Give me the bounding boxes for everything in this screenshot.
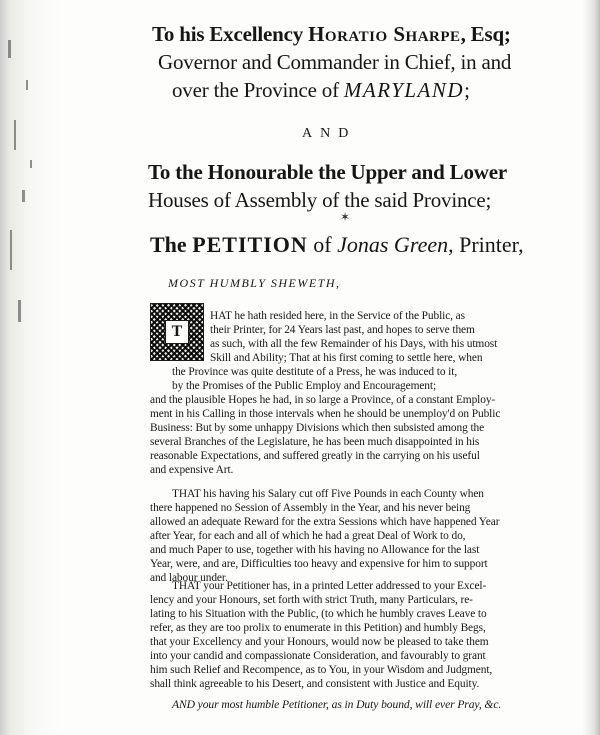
decorated-initial — [150, 303, 204, 361]
heading-line-5: Houses of Assembly of the said Province; — [148, 188, 492, 212]
petition-of: of — [307, 232, 338, 257]
and-separator: AND — [302, 126, 357, 141]
heading-line-3-suffix: ; — [464, 78, 470, 102]
paragraph-3-line: him such Relief and Recompence, as to You, in your Wisdom and Judgment, — [150, 664, 493, 676]
scan-speck — [22, 190, 25, 202]
heading-line-1 — [152, 22, 592, 46]
paragraph-1-line: several Branches of the Legislature, he has been much disappointed in his — [150, 436, 480, 448]
heading-line-3-prefix: over the Province of — [172, 78, 344, 102]
ornament-mark: ✶ — [340, 210, 351, 224]
heading-line-4-text: To the Honourable the Upper and Lower — [148, 160, 507, 184]
paragraph-1-line: the Province was quite destitute of a Press, he was induced to it, — [172, 366, 458, 378]
paragraph-2-line: and much Paper to use, together with his having no Allowance for the last — [150, 544, 480, 556]
scan-speck — [8, 40, 11, 58]
paragraph-3-line: into your candid and compassionate Consideration, and favourably to grant — [150, 650, 486, 662]
heading-line-1-suffix: , Esq; — [460, 22, 511, 46]
petition-suffix: , Printer, — [448, 232, 524, 257]
paragraph-1-line: Skill and Ability; That at his first coming to settle here, when — [210, 352, 483, 364]
scan-speck — [10, 230, 12, 270]
closing-line: AND your most humble Petitioner, as in Duty bound, will ever Pray, &c. — [172, 698, 502, 711]
paragraph-1-line: and expensive Art. — [150, 464, 234, 476]
paragraph-3-line: lency and your Honours, set forth with strict Truth, many Particulars, re- — [150, 594, 473, 606]
paragraph-2-line: allowed an adequate Reward for the extra Sessions which have happened Year — [150, 516, 500, 528]
paragraph-2-line: and labour under. — [150, 572, 228, 584]
petitioner-name: Jonas Green — [337, 232, 449, 257]
heading-line-2: Governor and Commander in Chief, in and — [158, 50, 512, 74]
paragraph-1-line: Business: But by some unhappy Divisions which then subsisted among the — [150, 422, 485, 434]
paragraph-1-line: as such, with all the few Remainder of his Days, with his utmost — [210, 338, 498, 350]
heading-line-1-prefix: To his Excellency — [152, 22, 309, 46]
paragraph-1-line: reasonable Expectations, and suffered greatly in the carrying on his useful — [150, 450, 480, 462]
paragraph-1-line: HAT he hath resided here, in the Service of the Public, as — [210, 310, 465, 322]
paragraph-3-line: that your Excellency and your Honours, would now be pleased to take them — [150, 636, 489, 648]
paragraph-1-line: their Printer, for 24 Years last past, and hopes to serve them — [210, 324, 475, 336]
petition-title — [150, 232, 524, 258]
scan-speck — [26, 80, 28, 90]
paragraph-2-line: after Year, for each and all of which he had a great Deal of Work to do, — [150, 530, 466, 542]
paragraph-2-line: THAT his having his Salary cut off Five Pounds in each County when — [172, 488, 484, 500]
binding-edge — [0, 0, 60, 735]
paragraph-3-line: refer, as they are too prolix to enumerate in this Petition) and humbly Begs, — [150, 622, 486, 634]
right-edge-shadow — [582, 0, 600, 735]
sheweth-line: MOST HUMBLY SHEWETH, — [168, 276, 341, 290]
initial-letter: T — [165, 320, 189, 344]
paragraph-3-line: shall think agreeable to his Desert, and consistent with Justice and Equity. — [150, 678, 480, 690]
petition-word: PETITION — [192, 232, 308, 257]
paragraph-1-line: and the plausible Hopes he had, in so large a Province, of a constant Employ- — [150, 394, 496, 406]
petition-prefix: The — [150, 232, 193, 257]
governor-name: Horatio Sharpe — [308, 22, 461, 46]
paragraph-2-line: Year, were, and are, Difficulties too heavy and expensive for him to support — [150, 558, 488, 570]
scan-speck — [30, 160, 32, 168]
scan-speck — [18, 300, 21, 322]
paragraph-1-line: ment in his Calling in those intervals when he should be unemploy'd on Public — [150, 408, 501, 420]
province-name: MARYLAND — [343, 78, 465, 102]
heading-line-3 — [172, 78, 600, 102]
paragraph-2-line: there happened no Session of Assembly in the Year, and his never being — [150, 502, 471, 514]
paragraph-1-line: by the Promises of the Public Employ and Encouragement; — [172, 380, 437, 392]
paragraph-3-line: lating to his Situation with the Public, (to which he humbly craves Leave to — [150, 608, 487, 620]
paragraph-3-line: THAT your Petitioner has, in a printed Letter addressed to your Excel- — [172, 580, 487, 592]
scan-speck — [14, 120, 16, 150]
heading-line-4 — [148, 160, 588, 184]
